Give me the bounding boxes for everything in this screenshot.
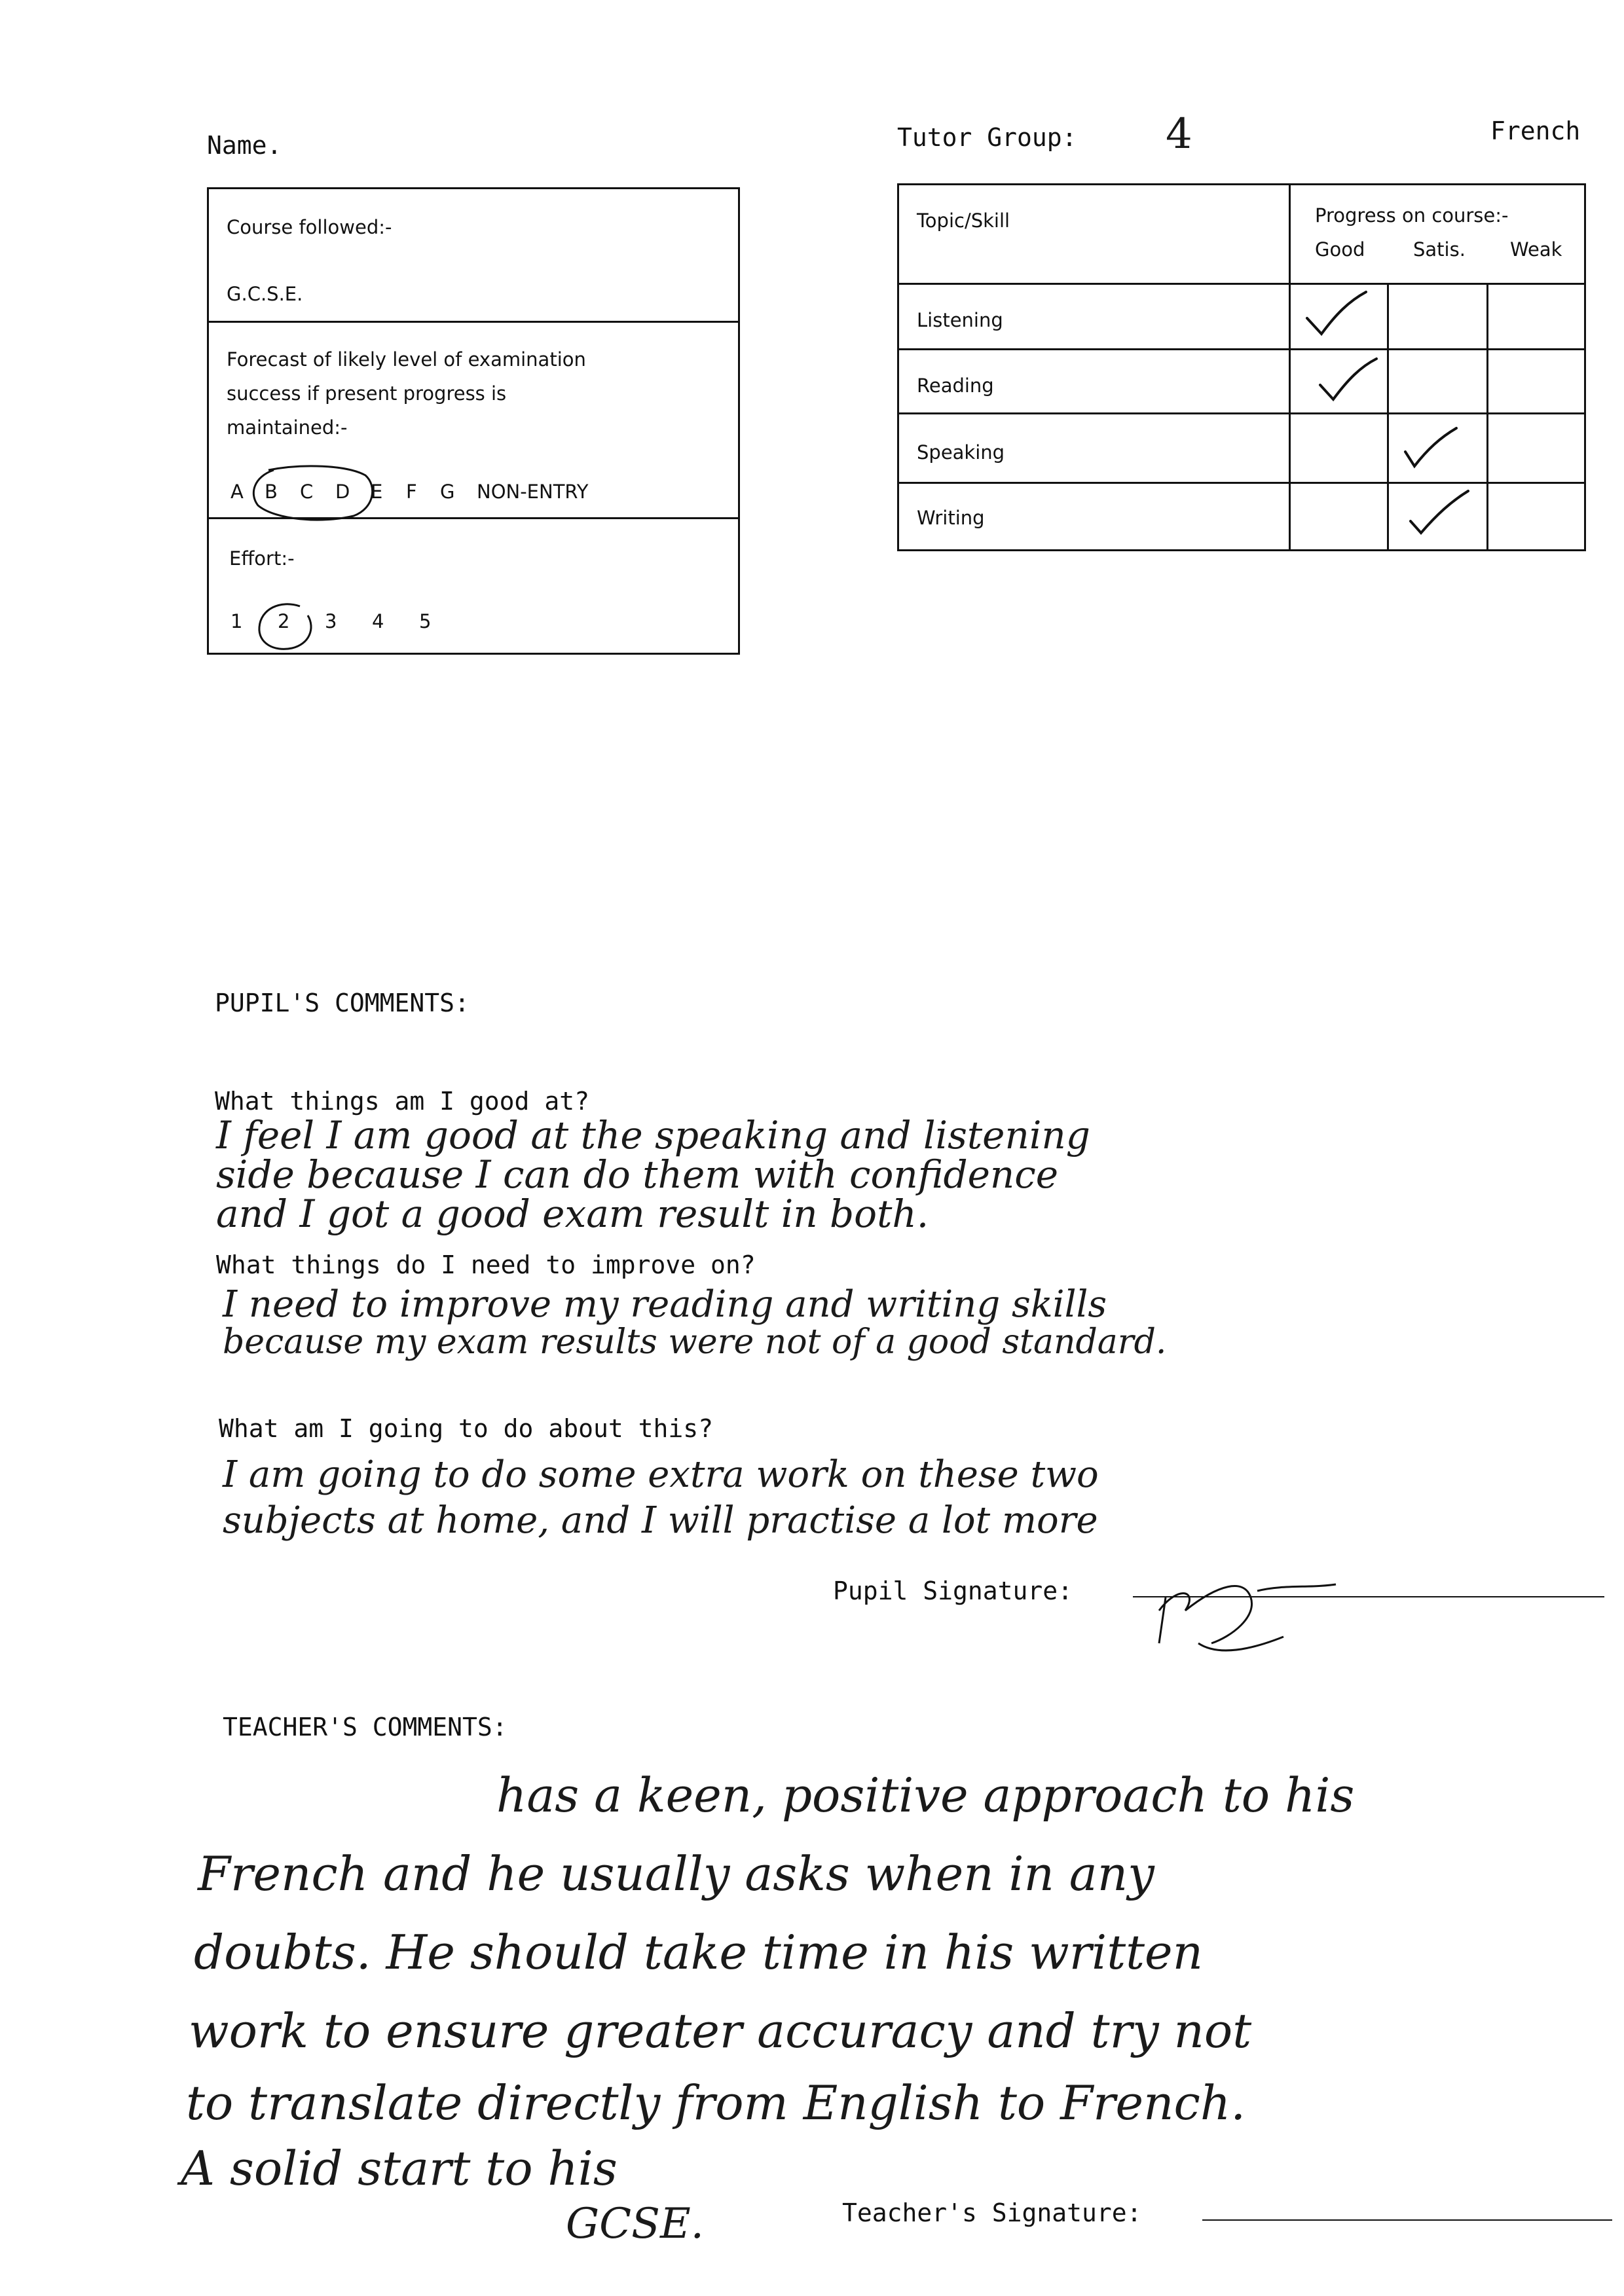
- grade-f: F: [406, 481, 417, 503]
- course-value: G.C.S.E.: [227, 283, 303, 305]
- course-divider: [207, 321, 740, 323]
- skill-reading: Reading: [917, 374, 994, 397]
- teacher-comment-line-6: A solid start to his: [181, 2141, 618, 2196]
- col-divider-satis: [1486, 283, 1488, 551]
- teacher-comment-line-2: French and he usually asks when in any: [198, 1846, 1154, 1901]
- forecast-line-1: Forecast of likely level of examination: [227, 348, 586, 371]
- col-divider-good: [1387, 283, 1389, 551]
- teacher-signature-label: Teacher's Signature:: [842, 2198, 1142, 2227]
- col-header-satis: Satis.: [1413, 238, 1466, 261]
- tick-writing-satis: [1407, 487, 1472, 542]
- forecast-line-2: success if present progress is: [227, 382, 507, 405]
- topic-skill-header: Topic/Skill: [917, 210, 1010, 232]
- effort-label: Effort:-: [229, 547, 295, 570]
- grade-c: C: [300, 481, 314, 503]
- pupil-answer-3-line-2: subjects at home, and I will practise a lot more: [223, 1499, 1098, 1542]
- effort-circle-mark: [254, 600, 320, 655]
- pupil-answer-1-line-2: side because I can do them with confidence: [216, 1152, 1059, 1197]
- pupil-answer-1-line-3: and I got a good exam result in both.: [216, 1192, 929, 1236]
- grade-circle-mark: [249, 462, 383, 522]
- pupil-answer-3-line-1: I am going to do some extra work on these two: [223, 1453, 1099, 1496]
- tutor-group-label: Tutor Group:: [897, 123, 1077, 152]
- teacher-comments-heading: TEACHER'S COMMENTS:: [223, 1713, 507, 1741]
- effort-4: 4: [372, 610, 384, 632]
- skill-writing: Writing: [917, 507, 985, 529]
- row-divider-3: [897, 482, 1586, 484]
- teacher-comment-line-7: GCSE.: [566, 2200, 704, 2248]
- skill-speaking: Speaking: [917, 441, 1005, 464]
- grade-d: D: [335, 481, 350, 503]
- pupil-answer-2-line-1: I need to improve my reading and writing skills: [223, 1283, 1107, 1326]
- grade-b: B: [265, 481, 278, 503]
- pupil-question-2: What things do I need to improve on?: [216, 1250, 756, 1279]
- col-divider-skill: [1289, 183, 1291, 551]
- teacher-comment-line-3: doubts. He should take time in his written: [194, 1925, 1204, 1980]
- teacher-signature-line: [1202, 2219, 1612, 2221]
- pupil-comments-heading: PUPIL'S COMMENTS:: [215, 989, 470, 1017]
- teacher-comment-line-4: work to ensure greater accuracy and try not: [189, 2003, 1252, 2058]
- grade-g: G: [440, 481, 455, 503]
- effort-3: 3: [325, 610, 337, 632]
- course-label: Course followed:-: [227, 216, 392, 238]
- progress-table: [897, 183, 1586, 551]
- effort-1: 1: [231, 610, 243, 632]
- grade-e: E: [371, 481, 383, 503]
- pupil-answer-2-line-2: because my exam results were not of a good standard.: [223, 1322, 1167, 1362]
- pupil-answer-1-line-1: I feel I am good at the speaking and listening: [216, 1113, 1090, 1157]
- tutor-group-value: 4: [1166, 110, 1192, 158]
- teacher-comment-line-5: to translate directly from English to French.: [186, 2075, 1246, 2130]
- col-header-weak: Weak: [1510, 238, 1562, 261]
- pupil-signature-label: Pupil Signature:: [833, 1576, 1073, 1605]
- tick-speaking-satis: [1401, 423, 1460, 478]
- subject-label: French: [1490, 117, 1581, 145]
- row-divider-2: [897, 412, 1586, 414]
- skill-listening: Listening: [917, 309, 1003, 331]
- forecast-line-3: maintained:-: [227, 416, 348, 439]
- progress-header: Progress on course:-: [1315, 204, 1509, 227]
- effort-5: 5: [419, 610, 432, 632]
- grade-non-entry: NON-ENTRY: [477, 481, 589, 503]
- row-divider-header: [897, 283, 1586, 285]
- tick-listening-good: [1303, 288, 1369, 343]
- row-divider-1: [897, 348, 1586, 350]
- name-label: Name.: [207, 131, 282, 160]
- grade-a: A: [231, 481, 244, 503]
- effort-2: 2: [278, 610, 290, 632]
- teacher-comment-line-1: has a keen, positive approach to his: [496, 1768, 1355, 1823]
- col-header-good: Good: [1315, 238, 1365, 261]
- pupil-signature-scribble: [1139, 1558, 1388, 1663]
- pupil-question-1: What things am I good at?: [215, 1087, 589, 1116]
- tick-reading-good: [1316, 354, 1382, 409]
- pupil-question-3: What am I going to do about this?: [219, 1414, 713, 1443]
